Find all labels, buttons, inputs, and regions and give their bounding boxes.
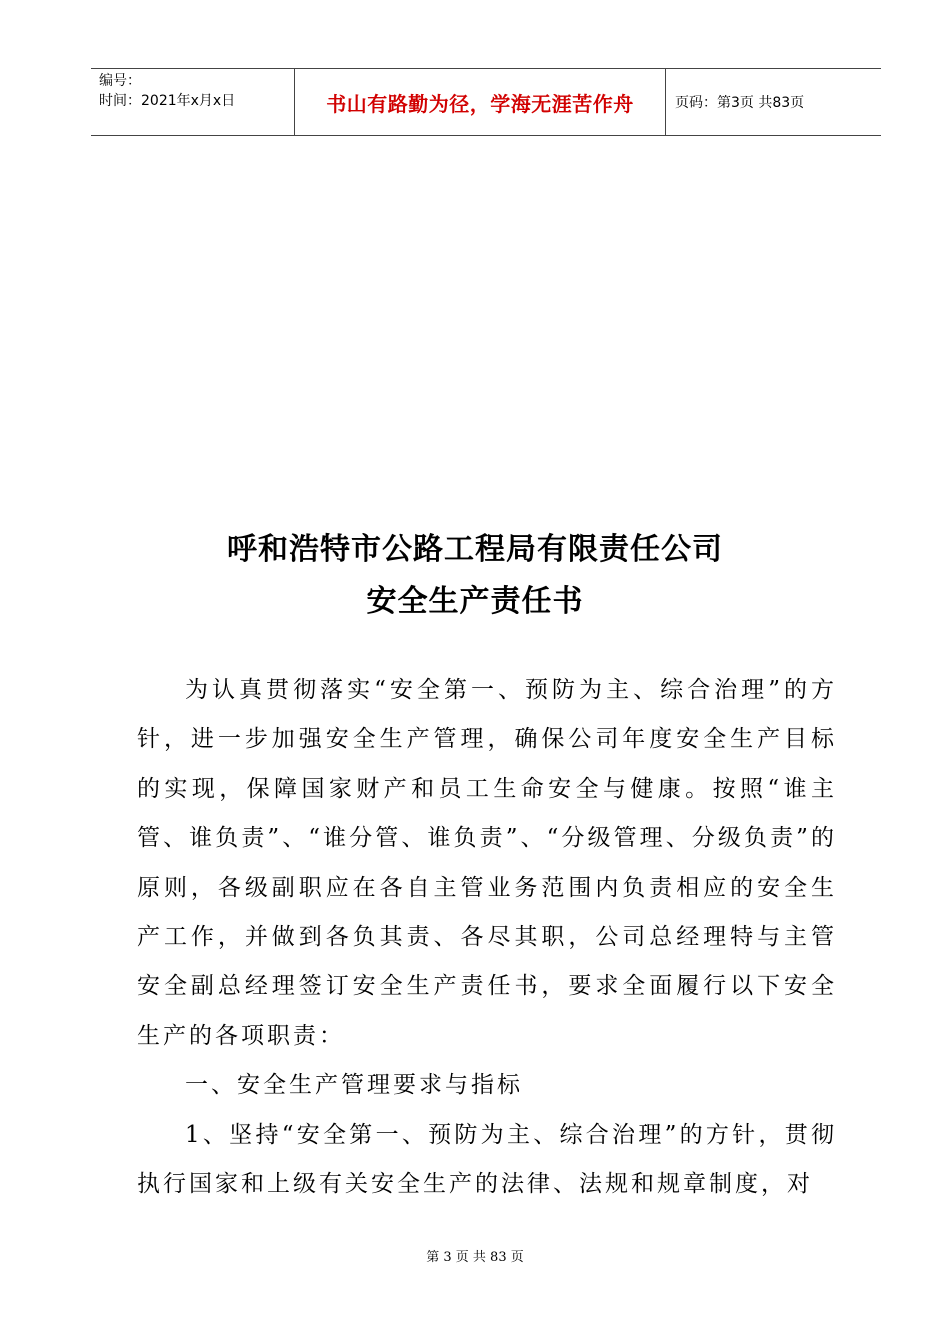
page-footer: 第 3 页 共 83 页 bbox=[426, 1250, 524, 1265]
header-divider-right bbox=[665, 69, 666, 135]
header-number-label: 编号： bbox=[99, 73, 141, 89]
header-motto: 书山有路勤为径，学海无涯苦作舟 bbox=[326, 91, 634, 116]
body-section-heading: 一、安全生产管理要求与指标 bbox=[185, 1072, 523, 1099]
header-time-label: 时间：2021年x月x日 bbox=[99, 93, 236, 109]
document-title-line1: 呼和浩特市公路工程局有限责任公司 bbox=[227, 532, 723, 567]
document-title-line2: 安全生产责任书 bbox=[366, 584, 584, 619]
header-meta bbox=[99, 71, 235, 111]
header-page-info: 页码：第3页 共83页 bbox=[675, 95, 805, 111]
body-paragraph-item-1: 1、坚持“安全第一、预防为主、综合治理”的方针，贯彻执行国家和上级有关安全生产的法律、法规和规章制度，对 bbox=[137, 1121, 837, 1198]
document-body bbox=[137, 666, 837, 1209]
body-paragraph-intro: 为认真贯彻落实“安全第一、预防为主、综合治理”的方针，进一步加强安全生产管理，确保公司年度安全生产目标的实现，保障国家财产和员工生命安全与健康。按照“谁主管、谁负责”、“谁分管、谁负责”、“分级管理、分级负责”的原则，各级副职应在各自主管业务范围内负责相应的安全生产工作，并做到各负其责、各尽其职，公司总经理特与主管安全副总经理签订安全生产责任书，要求全面履行以下安全生产的各项职责： bbox=[137, 677, 837, 1049]
page-header bbox=[91, 68, 881, 136]
